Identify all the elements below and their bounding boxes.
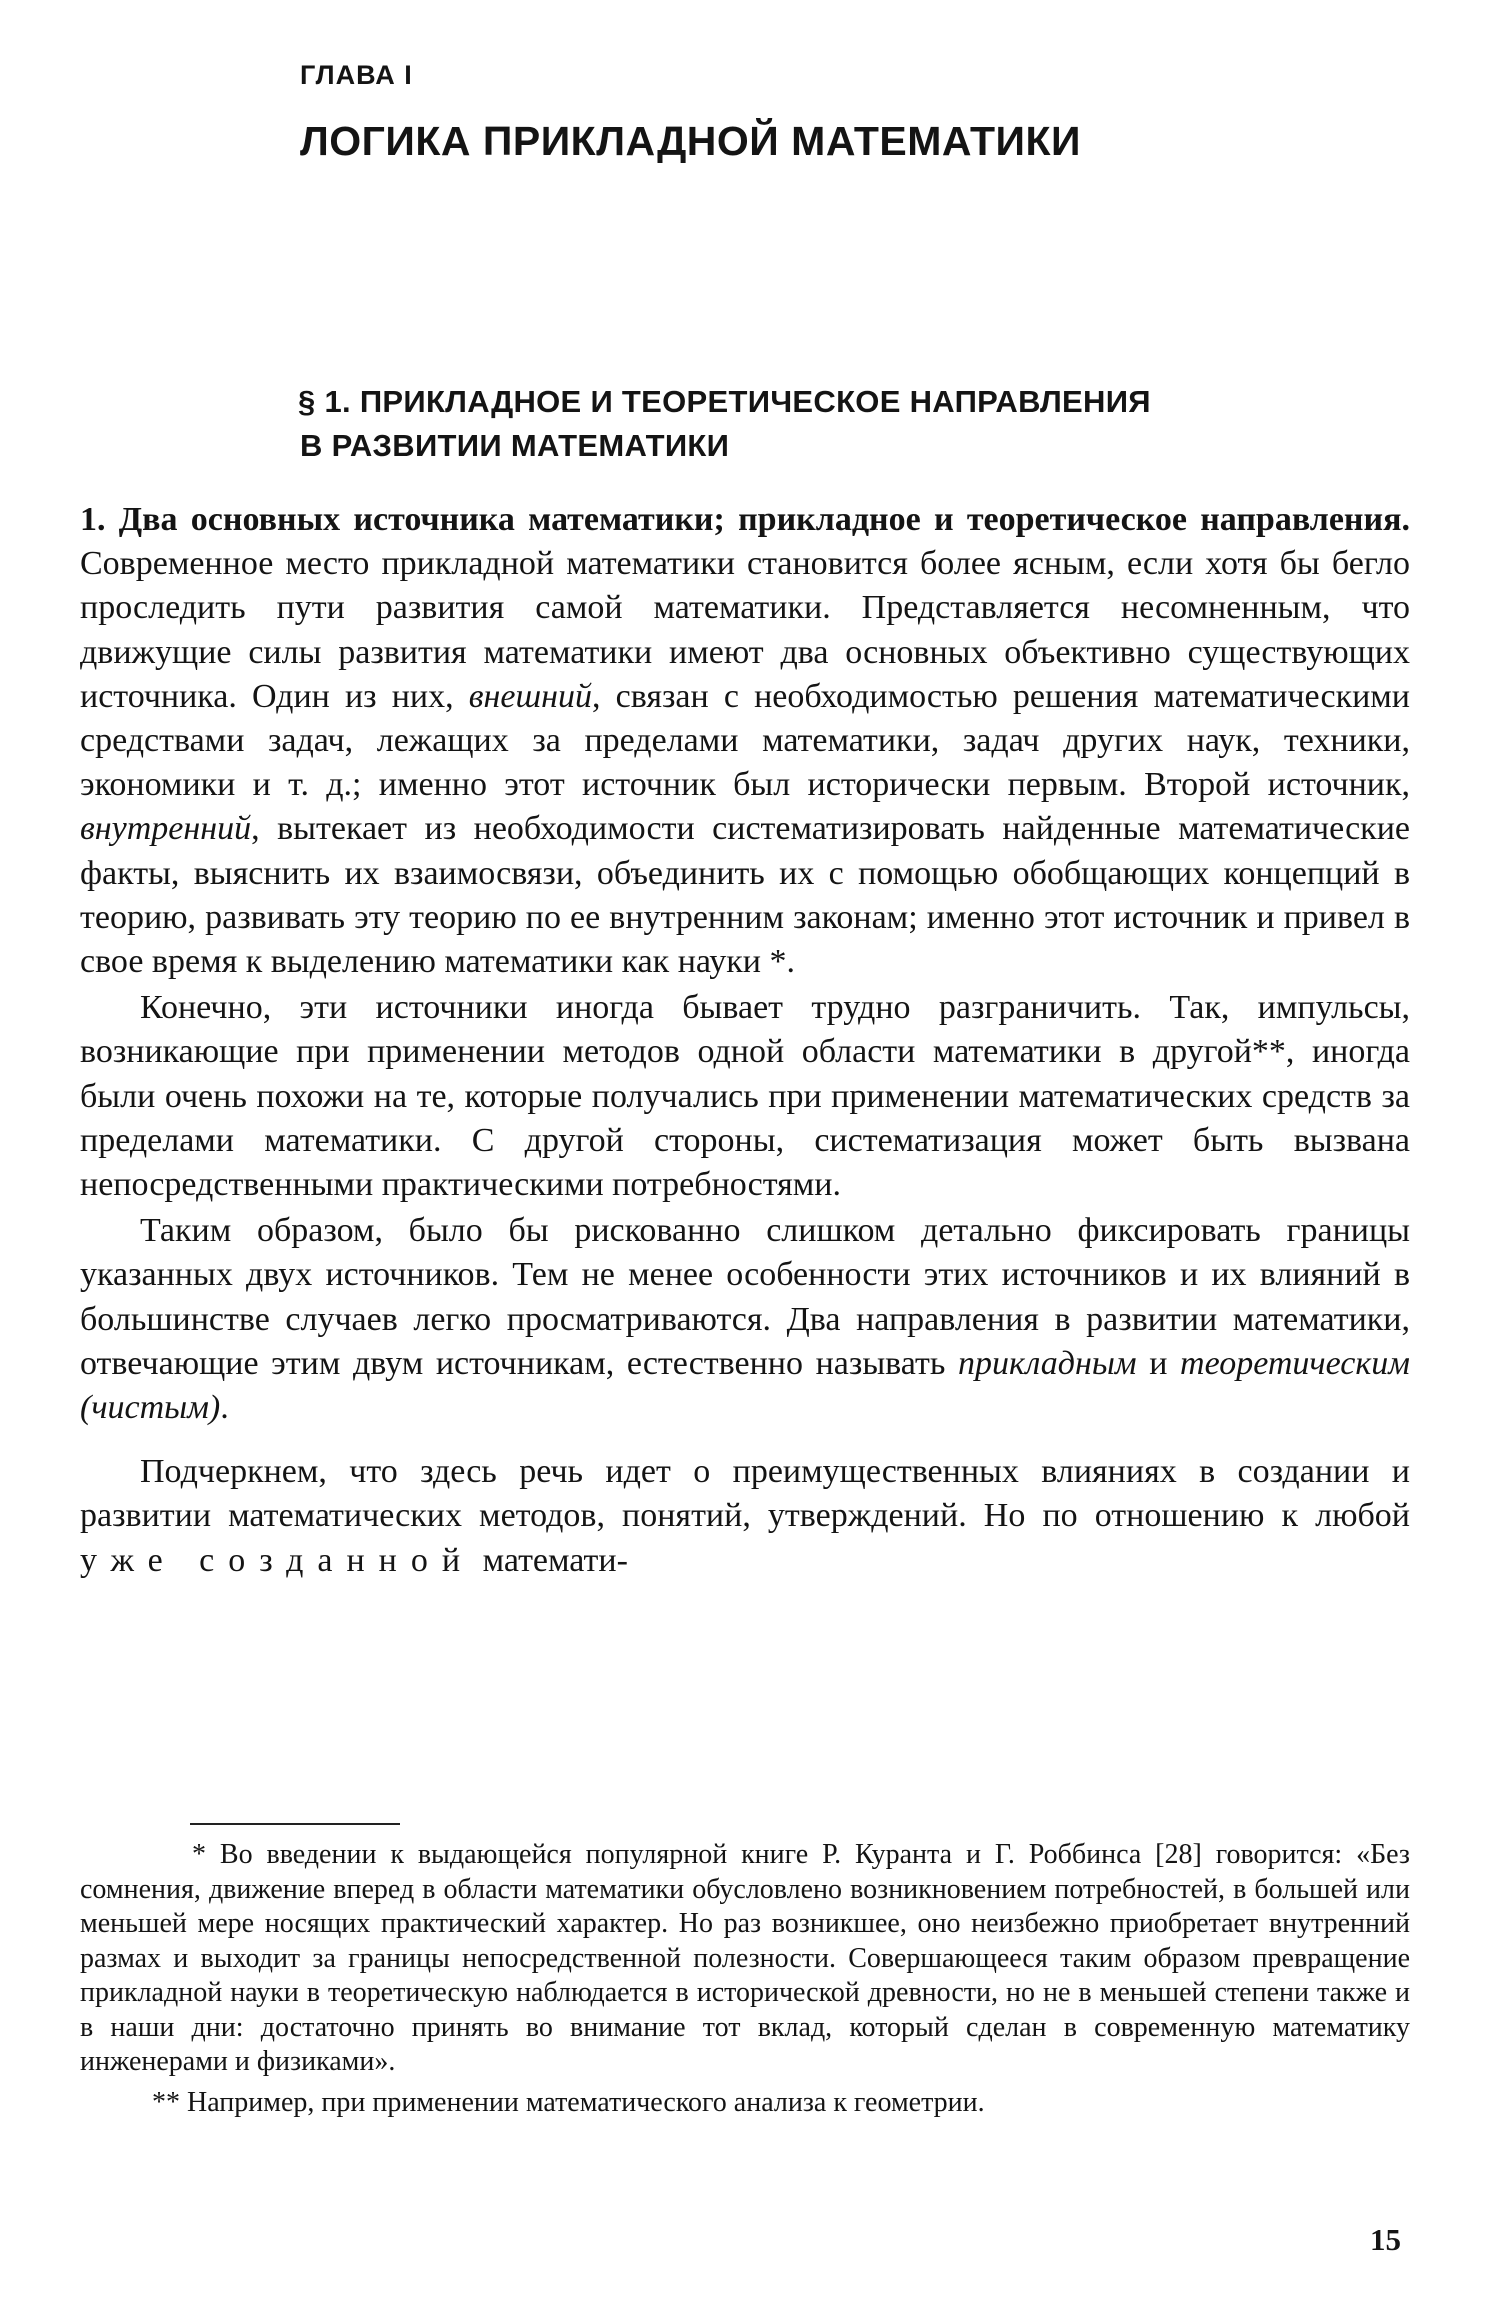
paragraph-4-text-b: математи- [474,1541,628,1579]
subsection-heading: 1. Два основных источника математики; прикладное и теоретическое направления. [80,501,1410,538]
paragraph-3-text-b: и [1136,1344,1181,1382]
paragraph-1 [80,498,1410,984]
footnote-2: ** Например, при применении математического анализа к геометрии. [152,2086,985,2118]
footnote-divider [190,1823,400,1825]
paragraph-1-text-a: Современное место прикладной математики становится более ясным, если хотя бы бегло проследить пути развития самой математики. Представляется несомненным, что движущие силы развития математики имеют два основных объективно существующих источника. Один из них, [80,545,1410,715]
paragraph-4-text-a: Подчеркнем, что здесь речь идет о преимущественных влияниях в создании и развитии математических методов, понятий, утверждений. Но по отношению к любой [80,1453,1410,1535]
chapter-title: ЛОГИКА ПРИКЛАДНОЙ МАТЕМАТИКИ [300,118,1082,164]
body-text [80,498,1410,1583]
paragraph-3-text-c: . [220,1389,229,1427]
paragraph-1-text-b: , связан с необходимостью решения математическими средствами задач, лежащих за пределами математики, задач других наук, техники, экономики и т. д.; именно этот источник был исторически первым. Второй источник, [80,677,1410,804]
emphasis-theoretical: теоретическим (чистым) [80,1344,1410,1427]
paragraph-1-text-c: , вытекает из необходимости систематизировать найденные математические факты, выяснить их взаимосвязи, объединить их с помощью обобщающих концепций в теорию, развивать эту теорию по ее внутренним законам; именно этот источник и привел в свое время к выделению математики как науки *. [80,810,1410,981]
section-title-line-2: В РАЗВИТИИ МАТЕМАТИКИ [300,428,730,463]
section-title [298,380,1151,468]
paragraph-3 [80,1209,1410,1430]
emphasis-internal: внутренний [80,810,252,848]
emphasis-applied: прикладным [957,1344,1137,1382]
section-title-line-1: § 1. ПРИКЛАДНОЕ И ТЕОРЕТИЧЕСКОЕ НАПРАВЛЕНИЯ [298,384,1151,419]
paragraph-2: Конечно, эти источники иногда бывает трудно разграничить. Так, импульсы, возникающие при применении методов одной области математики в другой**, иногда были очень похожи на те, которые получались при применении математических средств за пределами математики. С другой стороны, систематизация может быть вызвана непосредственными практическими потребностями. [80,989,1410,1204]
footnote-1: * Во введении к выдающейся популярной книге Р. Куранта и Г. Роббинса [28] говорится: «Без сомнения, движение вперед в области математики обусловлено возникновением потребностей, в большей или меньшей мере носящих практический характер. Но раз возникшее, оно неизбежно приобретает внутренний размах и выходит за границы непосредственной полезности. Совершающееся таким образом превращение прикладной науки в теоретическую наблюдается в исторической древности, но не в меньшей степени также и в наши дни: достаточно принять во внимание тот вклад, который сделан в современную математику инженерами и физиками». [80,1839,1410,2077]
chapter-label: ГЛАВА I [300,60,413,90]
page-number: 15 [1370,2222,1401,2257]
paragraph-3-text-a: Таким образом, было бы рискованно слишком детально фиксировать границы указанных двух источников. Тем не менее особенности этих источников и их влияний в большинстве случаев легко просматриваются. Два направления в развитии математики, отвечающие этим двум источникам, естественно называть [80,1212,1410,1382]
paragraph-4 [80,1450,1410,1583]
footnotes [80,1838,1410,2120]
spaced-emphasis: уже созданной [80,1541,475,1579]
emphasis-external: внешний [468,677,593,715]
